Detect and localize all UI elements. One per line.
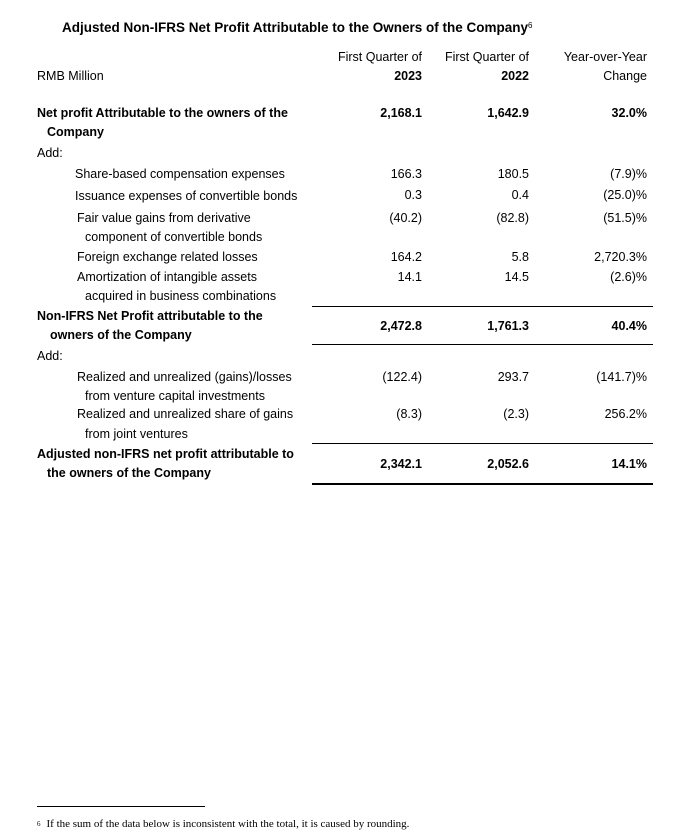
adj6-label: Realized and unrealized (gains)/losses xyxy=(77,370,292,384)
adj6-q1-2022: 293.7 xyxy=(497,370,529,384)
non-ifrs-label-cont: owners of the Company xyxy=(50,328,192,342)
adj2-q1-2023: 0.3 xyxy=(404,188,422,202)
adj6-label-cont: from venture capital investments xyxy=(85,389,265,403)
adjusted-total-label-cont: the owners of the Company xyxy=(47,466,211,480)
adj4-change: 2,720.3% xyxy=(594,250,647,264)
footnote-text: If the sum of the data below is inconsistent with the total, it is caused by rounding. xyxy=(46,818,410,830)
adj1-label: Share-based compensation expenses xyxy=(75,167,285,181)
net-profit-label-cont: Company xyxy=(47,125,104,139)
adjusted-total-q1-2023: 2,342.1 xyxy=(380,457,422,471)
col2-header-line1: First Quarter of xyxy=(444,50,529,64)
adj3-q1-2022: (82.8) xyxy=(496,211,529,225)
adj7-q1-2023: (8.3) xyxy=(396,407,422,421)
adj6-q1-2023: (122.4) xyxy=(382,370,422,384)
col1-header-line1: First Quarter of xyxy=(337,50,422,64)
col3-header-line2: Change xyxy=(603,69,647,83)
col3-header-line1: Year-over-Year xyxy=(563,50,647,64)
adj2-change: (25.0)% xyxy=(603,188,647,202)
net-profit-q1-2022: 1,642.9 xyxy=(487,106,529,120)
adj5-q1-2022: 14.5 xyxy=(504,270,529,284)
net-profit-change: 32.0% xyxy=(611,106,647,120)
adjusted-total-label: Adjusted non-IFRS net profit attributable to xyxy=(37,447,294,461)
non-ifrs-q1-2023: 2,472.8 xyxy=(380,319,422,333)
add-label-1: Add: xyxy=(37,146,63,160)
adj4-label: Foreign exchange related losses xyxy=(77,250,258,264)
adj4-q1-2022: 5.8 xyxy=(511,250,529,264)
adj3-label: Fair value gains from derivative xyxy=(77,211,251,225)
add-label-2: Add: xyxy=(37,349,63,363)
footnote xyxy=(37,816,409,832)
non-ifrs-change: 40.4% xyxy=(611,319,647,333)
adj6-change: (141.7)% xyxy=(596,370,647,384)
adj3-label-cont: component of convertible bonds xyxy=(85,230,263,244)
non-ifrs-label: Non-IFRS Net Profit attributable to the xyxy=(37,309,263,323)
adj2-label: Issuance expenses of convertible bonds xyxy=(75,189,298,203)
unit-label: RMB Million xyxy=(37,69,104,83)
col1-header-line2: 2023 xyxy=(394,69,422,83)
footnote-mark: 6 xyxy=(37,820,41,828)
title-text: Adjusted Non-IFRS Net Profit Attributable to the Owners of the Company xyxy=(62,20,529,35)
adj7-change: 256.2% xyxy=(604,407,647,421)
adj1-q1-2022: 180.5 xyxy=(497,167,529,181)
non-ifrs-q1-2022: 1,761.3 xyxy=(487,319,529,333)
adj5-change: (2.6)% xyxy=(610,270,647,284)
adj5-label: Amortization of intangible assets xyxy=(77,270,257,284)
adj7-q1-2022: (2.3) xyxy=(503,407,529,421)
col2-header-line2: 2022 xyxy=(501,69,529,83)
adj7-label-cont: from joint ventures xyxy=(85,427,188,441)
total-top-rule xyxy=(312,443,653,444)
title-footnote-mark: 6 xyxy=(528,21,533,30)
adj7-label: Realized and unrealized share of gains xyxy=(77,407,294,421)
adj2-q1-2022: 0.4 xyxy=(511,188,529,202)
subtotal-top-rule xyxy=(312,306,653,307)
total-bottom-rule xyxy=(312,483,653,485)
adj3-q1-2023: (40.2) xyxy=(389,211,422,225)
adjusted-total-q1-2022: 2,052.6 xyxy=(487,457,529,471)
subtotal-bottom-rule xyxy=(312,344,653,345)
net-profit-q1-2023: 2,168.1 xyxy=(380,106,422,120)
net-profit-label: Net profit Attributable to the owners of the xyxy=(37,106,288,120)
footnote-separator xyxy=(37,806,205,807)
adjusted-total-change: 14.1% xyxy=(611,457,647,471)
page-title xyxy=(62,20,532,36)
adj1-change: (7.9)% xyxy=(610,167,647,181)
adj5-q1-2023: 14.1 xyxy=(397,270,422,284)
adj3-change: (51.5)% xyxy=(603,211,647,225)
adj1-q1-2023: 166.3 xyxy=(390,167,422,181)
adj5-label-cont: acquired in business combinations xyxy=(85,289,277,303)
adj4-q1-2023: 164.2 xyxy=(390,250,422,264)
